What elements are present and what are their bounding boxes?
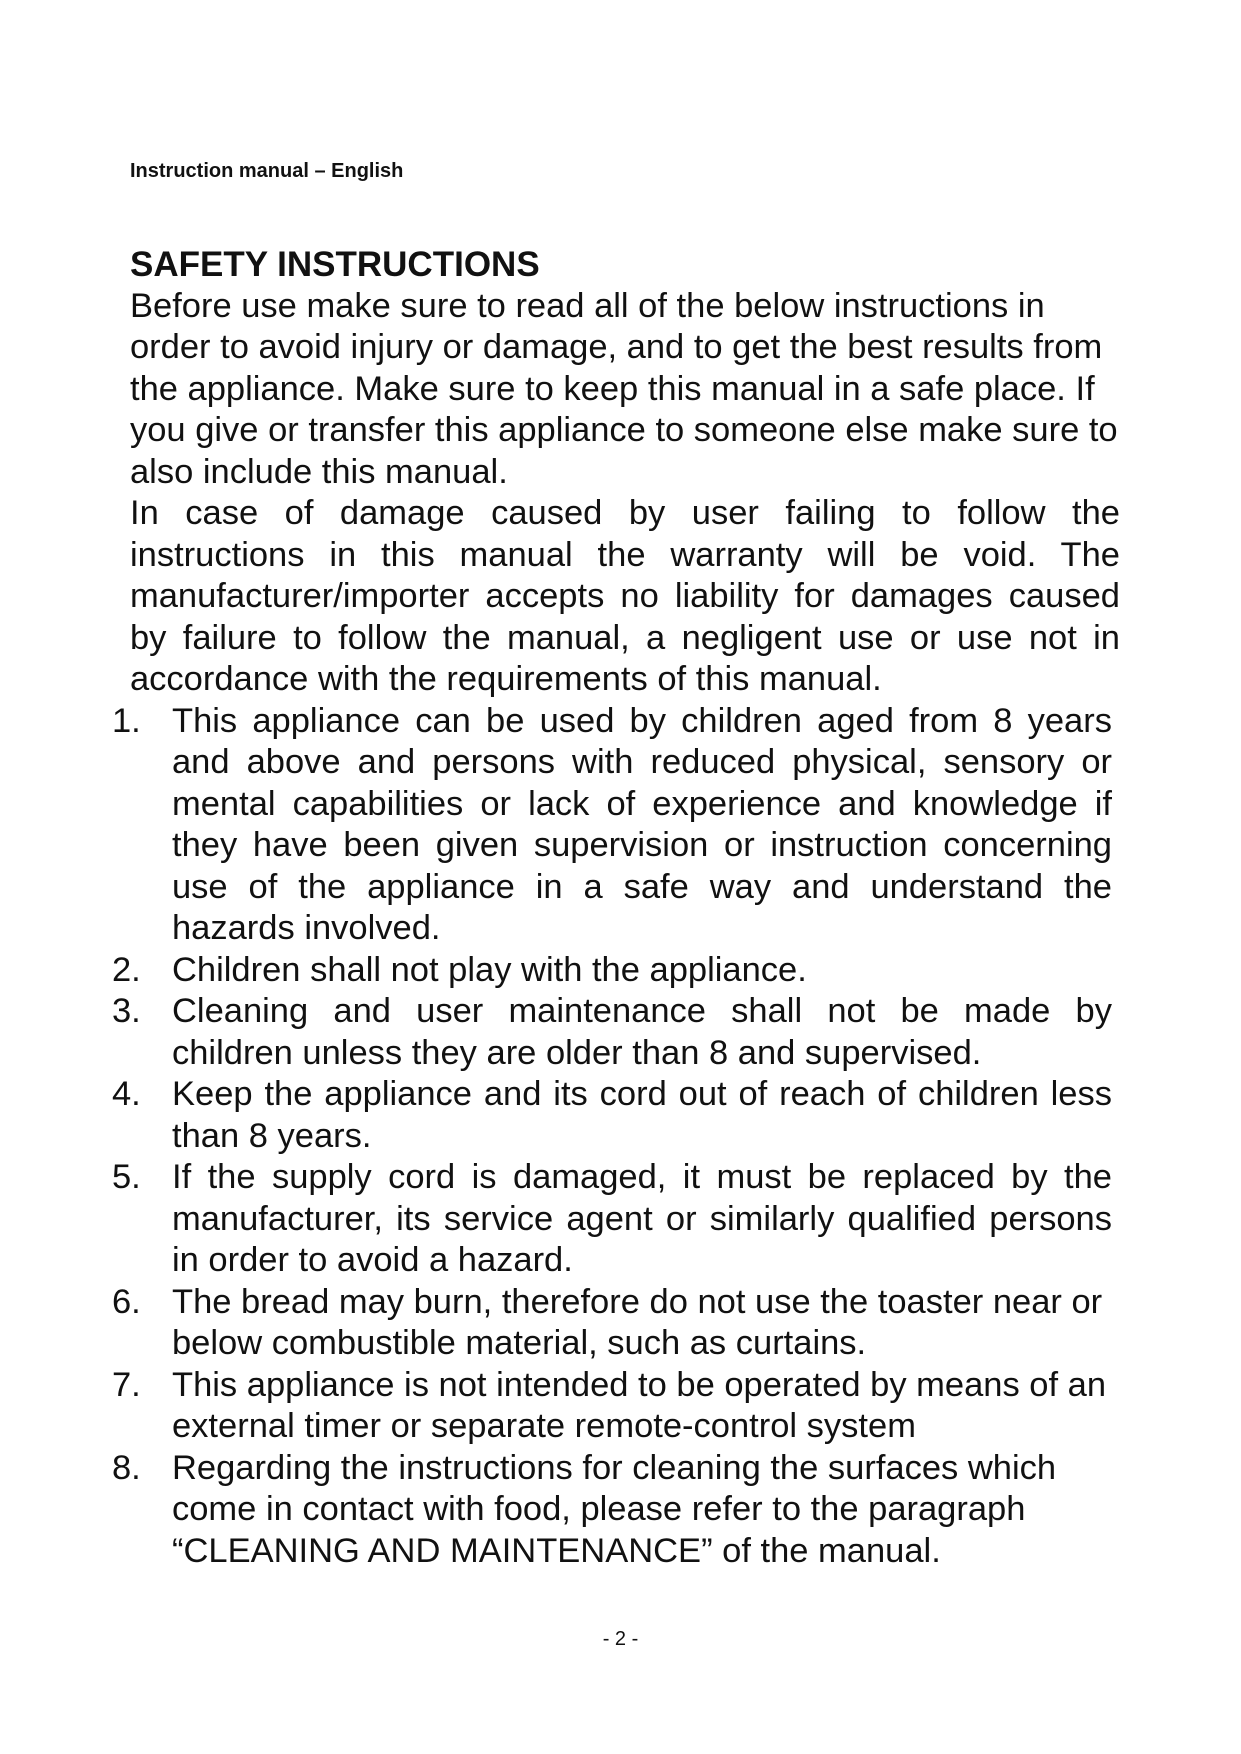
section-title: SAFETY INSTRUCTIONS bbox=[130, 245, 540, 284]
list-item-text: This appliance can be used by children aged from 8 years and above and persons with reduced physical, sensory or mental capabilities or lack of experience and knowledge if they have been given supervision or instruction concerning use of the appliance in a safe way and understand the hazards involved. bbox=[172, 701, 1112, 947]
intro-paragraph: Before use make sure to read all of the below instructions in order to avoid injury or damage, and to get the best results from the appliance. Make sure to keep this manual in a safe place. If you give or transfer this appliance to someone else make sure to also include this manual. bbox=[130, 286, 1118, 491]
list-item-text: The bread may burn, therefore do not use the toaster near or below combustible material, such as curtains. bbox=[172, 1282, 1103, 1362]
page-number: - 2 - bbox=[602, 1628, 639, 1650]
list-item bbox=[112, 1282, 1112, 1365]
list-item-number: 7. bbox=[112, 1365, 141, 1404]
list-item bbox=[112, 1074, 1112, 1157]
list-item-text: If the supply cord is damaged, it must be replaced by the manufacturer, its service agent or similarly qualified persons in order to avoid a hazard. bbox=[172, 1158, 1112, 1279]
list-item-number: 2. bbox=[112, 950, 141, 989]
list-item bbox=[112, 991, 1112, 1074]
list-item-number: 8. bbox=[112, 1448, 141, 1487]
list-item-text: This appliance is not intended to be operated by means of an external timer or separate remote-control system bbox=[172, 1365, 1107, 1445]
safety-instructions-section bbox=[112, 244, 1120, 1572]
list-item-text: Regarding the instructions for cleaning the surfaces which come in contact with food, please refer to the paragraph “CLEANING AND MAINTENANCE” of the manual. bbox=[172, 1448, 1057, 1570]
list-item-text: Children shall not play with the appliance. bbox=[172, 950, 807, 989]
list-item bbox=[112, 1448, 1112, 1573]
header-label: Instruction manual – English bbox=[130, 160, 404, 182]
list-item bbox=[112, 1365, 1112, 1448]
list-item-text: Cleaning and user maintenance shall not be made by children unless they are older than 8 and supervised. bbox=[172, 992, 1112, 1072]
list-item-number: 4. bbox=[112, 1075, 141, 1113]
list-item-number: 3. bbox=[112, 992, 141, 1030]
instruction-list bbox=[112, 701, 1112, 1573]
list-item bbox=[112, 701, 1112, 950]
warranty-paragraph: In case of damage caused by user failing to follow the instructions in this manual the warranty will be void. The manufacturer/importer accepts no liability for damages caused by failure to follow the manual, a negligent use or use not in accordance with the requirements of this manual. bbox=[130, 494, 1120, 698]
list-item-text: Keep the appliance and its cord out of reach of children less than 8 years. bbox=[172, 1075, 1112, 1155]
list-item-number: 6. bbox=[112, 1282, 141, 1321]
list-item-number: 5. bbox=[112, 1158, 141, 1196]
list-item bbox=[112, 1157, 1112, 1282]
list-item bbox=[112, 950, 1112, 992]
list-item-number: 1. bbox=[112, 701, 141, 740]
